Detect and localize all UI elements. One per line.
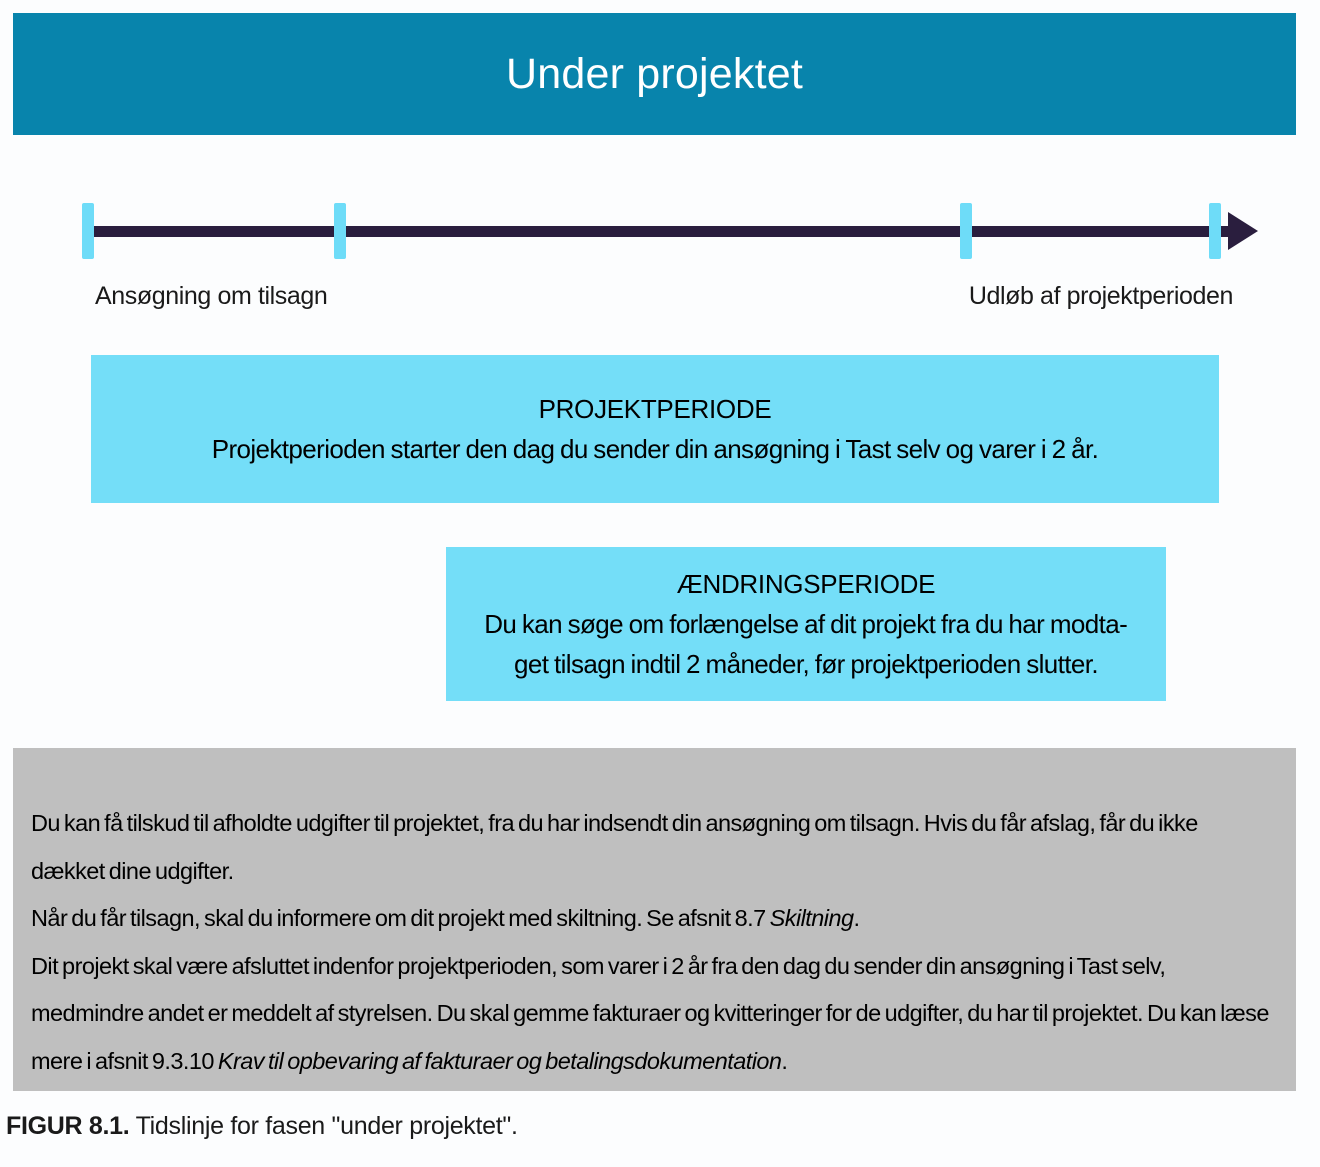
aendringsperiode-title: ÆNDRINGSPERIODE — [676, 569, 936, 599]
figure-header — [13, 13, 1296, 135]
aendringsperiode-box — [446, 547, 1166, 701]
figure-caption-text: Tidslinje for fasen "under projektet". — [129, 1112, 518, 1140]
timeline-start-label: Ansøgning om tilsagn — [95, 282, 328, 310]
timeline-end-label: Udløb af projektperioden — [968, 282, 1233, 310]
figure-caption — [6, 1112, 518, 1141]
projektperiode-title: PROJEKTPERIODE — [538, 394, 772, 424]
projektperiode-body: Projektperioden starter den dag du sender din ansøgning i Tast selv og varer i 2 år. — [211, 434, 1099, 464]
figure-caption-label: FIGUR 8.1. — [6, 1112, 130, 1140]
timeline — [88, 203, 1256, 259]
timeline-tick — [1209, 203, 1221, 259]
timeline-tick — [334, 203, 346, 259]
aendringsperiode-body: Du kan søge om forlængelse af dit projekt fra du har modtaget tilsagn indtil 2 måneder, før projektperioden slutter. — [484, 609, 1128, 679]
timeline-tick — [960, 203, 972, 259]
timeline-axis — [88, 226, 1230, 237]
timeline-tick — [82, 203, 94, 259]
projektperiode-box — [91, 355, 1219, 503]
info-paragraph: Når du får tilsagn, skal du informere om dit projekt med skiltning. Se afsnit 8.7 Skiltning. — [31, 905, 860, 931]
figure-header-title: Under projektet — [506, 49, 803, 98]
info-paragraph: Du kan få tilskud til afholdte udgifter til projektet, fra du har indsendt din ansøgning om tilsagn. Hvis du får afslag, får du ikke dækket dine udgifter. — [31, 810, 1198, 884]
info-panel — [13, 748, 1296, 1091]
timeline-arrowhead-icon — [1228, 212, 1258, 250]
info-paragraph: Dit projekt skal være afsluttet indenfor projektperioden, som varer i 2 år fra den dag du sender din ansøgning i Tast selv, medmindre andet er meddelt af styrelsen. Du skal gemme fakturaer og kvitteringer for de udgifter, du har til projektet. Du kan læse mere i afsnit 9.3.10 Krav til opbevaring af fakturaer og betalingsdokumentation. — [31, 952, 1269, 1074]
